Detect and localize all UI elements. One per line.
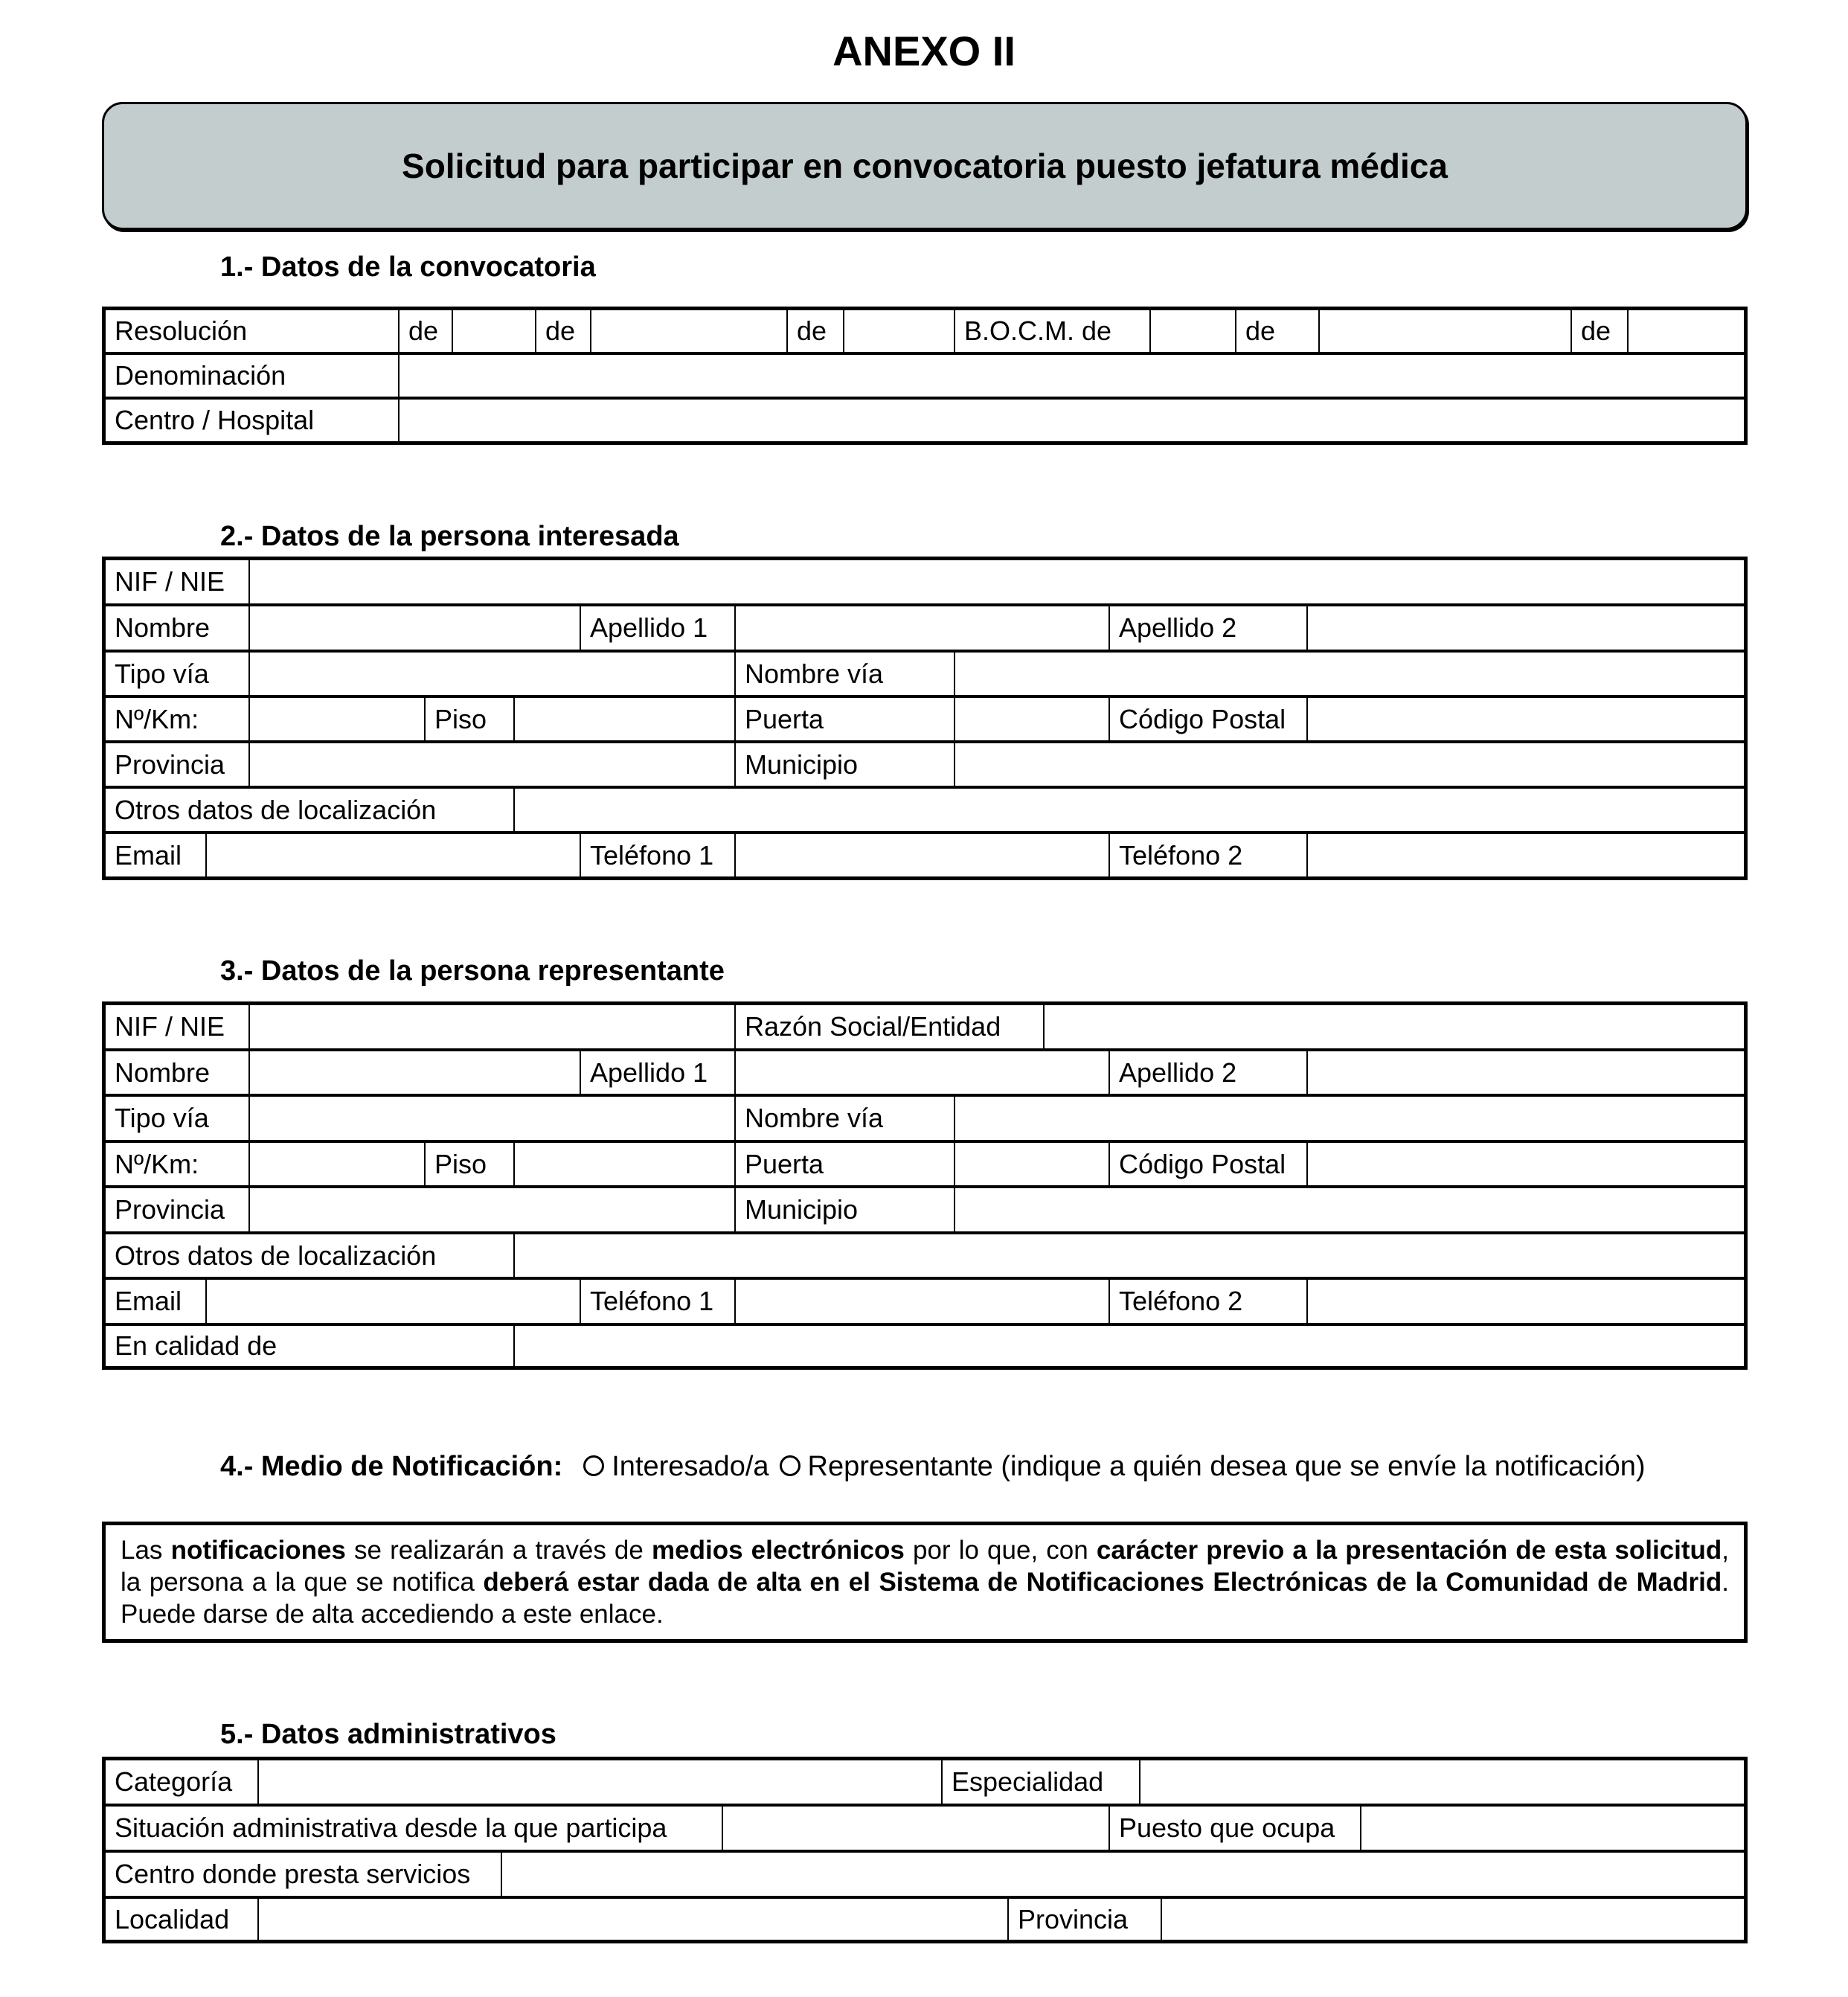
radio-interesado-label: Interesado/a [612,1451,769,1482]
denominacion-label: Denominación [106,355,400,397]
s3-razon-social-field[interactable] [1045,1005,1744,1048]
s3-apellido1-field[interactable] [736,1051,1110,1094]
s3-provincia-row [106,1188,1744,1234]
s2-telefono2-field[interactable] [1308,834,1744,876]
section3-heading: 3.- Datos de la persona representante [220,955,725,987]
s3-piso-label: Piso [426,1143,515,1185]
section5-heading: 5.- Datos administrativos [220,1719,556,1750]
s2-contacto-row [106,834,1744,876]
s3-nombre-row [106,1051,1744,1097]
s2-nombre-label: Nombre [106,606,250,650]
form-title: Solicitud para participar en convocatoria puesto jefatura médica [402,147,1448,185]
s2-puerta-field[interactable] [955,698,1110,740]
notice-bold: carácter previo a la presentación de esta solicitud [1096,1536,1722,1565]
s5-especialidad-field[interactable] [1140,1760,1744,1804]
s3-numero-field[interactable] [250,1143,426,1185]
s2-codigo-postal-field[interactable] [1308,698,1744,740]
radio-representante-label: Representante [807,1451,993,1482]
s5-situacion-row [106,1807,1744,1853]
de-label-2: de [536,310,591,352]
s3-numero-row [106,1143,1744,1188]
s3-nombre-via-field[interactable] [955,1097,1744,1140]
s3-codigo-postal-field[interactable] [1308,1143,1744,1185]
s3-provincia-label: Provincia [106,1188,250,1231]
bocm-month-field[interactable] [1320,310,1572,352]
resolucion-row [106,310,1744,355]
s2-provincia-field[interactable] [250,743,736,786]
centro-hospital-field[interactable] [400,400,1744,441]
s2-provincia-label: Provincia [106,743,250,786]
s2-otros-row [106,789,1744,834]
s2-otros-label: Otros datos de localización [106,789,515,831]
s2-otros-field[interactable] [515,789,1744,831]
s3-nif-row [106,1005,1744,1051]
s2-numero-field[interactable] [250,698,426,740]
section3-table [102,1001,1748,1370]
s5-localidad-field[interactable] [259,1899,1009,1940]
s2-telefono2-label: Teléfono 2 [1110,834,1308,876]
s3-nif-label: NIF / NIE [106,1005,250,1048]
notice-text: por lo que, con [904,1536,1097,1565]
s3-provincia-field[interactable] [250,1188,736,1231]
notice-bold: medios electrónicos [652,1536,905,1565]
annex-title: ANEXO II [832,28,1016,74]
s3-email-field[interactable] [207,1280,581,1323]
s3-nombre-via-label: Nombre vía [736,1097,955,1140]
de-label-4: de [1236,310,1320,352]
radio-interesado[interactable] [583,1455,604,1476]
s5-centro-row [106,1853,1744,1899]
s5-localidad-row [106,1899,1744,1940]
notification-hint: (indique a quién desea que se envíe la notificación) [1001,1451,1646,1482]
s3-puerta-field[interactable] [955,1143,1110,1185]
de-label-5: de [1572,310,1629,352]
s3-numero-label: Nº/Km: [106,1143,250,1185]
s3-nombre-field[interactable] [250,1051,581,1094]
s5-categoria-field[interactable] [259,1760,943,1804]
notice-link-text[interactable]: . Puede darse de alta accediendo a este enlace. [121,1568,1729,1629]
s2-nombre-field[interactable] [250,606,581,650]
resolucion-year-field[interactable] [844,310,955,352]
s3-en-calidad-label: En calidad de [106,1326,515,1366]
centro-row [106,400,1744,441]
section1-table [102,307,1748,445]
notice-text: Las [121,1536,171,1565]
s3-apellido2-field[interactable] [1308,1051,1744,1094]
de-label-3: de [788,310,844,352]
s3-otros-field[interactable] [515,1234,1744,1277]
s2-numero-row [106,698,1744,743]
s2-email-label: Email [106,834,207,876]
s3-tipo-via-label: Tipo vía [106,1097,250,1140]
bocm-label: B.O.C.M. de [955,310,1151,352]
s3-puerta-label: Puerta [736,1143,955,1185]
s3-apellido2-label: Apellido 2 [1110,1051,1308,1094]
s5-centro-label: Centro donde presta servicios [106,1853,502,1896]
s3-telefono2-label: Teléfono 2 [1110,1280,1308,1323]
s5-situacion-field[interactable] [723,1807,1110,1850]
s3-nif-field[interactable] [250,1005,736,1048]
s3-telefono1-field[interactable] [736,1280,1110,1323]
s2-nombre-via-label: Nombre vía [736,653,955,695]
s3-nombre-label: Nombre [106,1051,250,1094]
resolucion-label: Resolución [106,310,400,352]
radio-representante[interactable] [780,1455,801,1476]
s2-nombre-via-field[interactable] [955,653,1744,695]
s2-nif-row [106,560,1744,606]
s5-puesto-label: Puesto que ocupa [1110,1807,1361,1850]
centro-hospital-label: Centro / Hospital [106,400,400,441]
s2-piso-field[interactable] [515,698,736,740]
s2-apellido2-field[interactable] [1308,606,1744,650]
s5-provincia-field[interactable] [1162,1899,1744,1940]
s3-otros-label: Otros datos de localización [106,1234,515,1277]
s3-calidad-row [106,1326,1744,1366]
section4-heading-line [220,1448,1678,1485]
s2-apellido1-field[interactable] [736,606,1110,650]
resolucion-month-field[interactable] [591,310,788,352]
s2-email-field[interactable] [207,834,581,876]
s3-contacto-row [106,1280,1744,1326]
s2-tipo-via-label: Tipo vía [106,653,250,695]
s3-telefono1-label: Teléfono 1 [581,1280,736,1323]
notification-notice [102,1522,1748,1643]
s2-nif-label: NIF / NIE [106,560,250,603]
form-title-box [102,102,1748,230]
s2-municipio-label: Municipio [736,743,955,786]
s3-razon-social-label: Razón Social/Entidad [736,1005,1045,1048]
s2-municipio-field[interactable] [955,743,1744,786]
s3-piso-field[interactable] [515,1143,736,1185]
section2-table [102,557,1748,880]
bocm-year-field[interactable] [1629,310,1744,352]
s2-tipo-via-field[interactable] [250,653,736,695]
s3-telefono2-field[interactable] [1308,1280,1744,1323]
s5-especialidad-label: Especialidad [943,1760,1140,1804]
s2-telefono1-label: Teléfono 1 [581,834,736,876]
notice-bold: deberá estar dada de alta en el Sistema de Notificaciones Electrónicas de la Comunidad de Madrid [483,1568,1722,1597]
s5-categoria-label: Categoría [106,1760,259,1804]
s5-categoria-row [106,1760,1744,1807]
s2-piso-label: Piso [426,698,515,740]
section4-heading: 4.- Medio de Notificación: [220,1451,563,1482]
s5-puesto-field[interactable] [1361,1807,1744,1850]
s3-municipio-label: Municipio [736,1188,955,1231]
de-label-1: de [400,310,453,352]
s5-provincia-label: Provincia [1009,1899,1162,1940]
s3-en-calidad-field[interactable] [515,1326,1744,1366]
resolucion-day-field[interactable] [453,310,536,352]
denominacion-row [106,355,1744,400]
s5-localidad-label: Localidad [106,1899,259,1940]
s5-situacion-label: Situación administrativa desde la que participa [106,1807,723,1850]
s3-via-row [106,1097,1744,1143]
section5-table [102,1757,1748,1943]
s2-telefono1-field[interactable] [736,834,1110,876]
s5-centro-field[interactable] [502,1853,1744,1896]
s2-nombre-row [106,606,1744,653]
s2-provincia-row [106,743,1744,789]
notice-bold: notificaciones [170,1536,346,1565]
s2-apellido1-label: Apellido 1 [581,606,736,650]
s2-apellido2-label: Apellido 2 [1110,606,1308,650]
s2-numero-label: Nº/Km: [106,698,250,740]
s2-codigo-postal-label: Código Postal [1110,698,1308,740]
s3-apellido1-label: Apellido 1 [581,1051,736,1094]
section2-heading: 2.- Datos de la persona interesada [220,521,679,552]
notice-text: , la persona a la que se notifica [121,1536,1730,1597]
s3-tipo-via-field[interactable] [250,1097,736,1140]
s3-codigo-postal-label: Código Postal [1110,1143,1308,1185]
s2-nif-field[interactable] [250,560,1744,603]
notice-text: se realizarán a través de [345,1536,652,1565]
bocm-day-field[interactable] [1151,310,1236,352]
s3-email-label: Email [106,1280,207,1323]
s2-via-row [106,653,1744,698]
s3-otros-row [106,1234,1744,1280]
denominacion-field[interactable] [400,355,1744,397]
s3-municipio-field[interactable] [955,1188,1744,1231]
section1-heading: 1.- Datos de la convocatoria [220,251,596,283]
s2-puerta-label: Puerta [736,698,955,740]
